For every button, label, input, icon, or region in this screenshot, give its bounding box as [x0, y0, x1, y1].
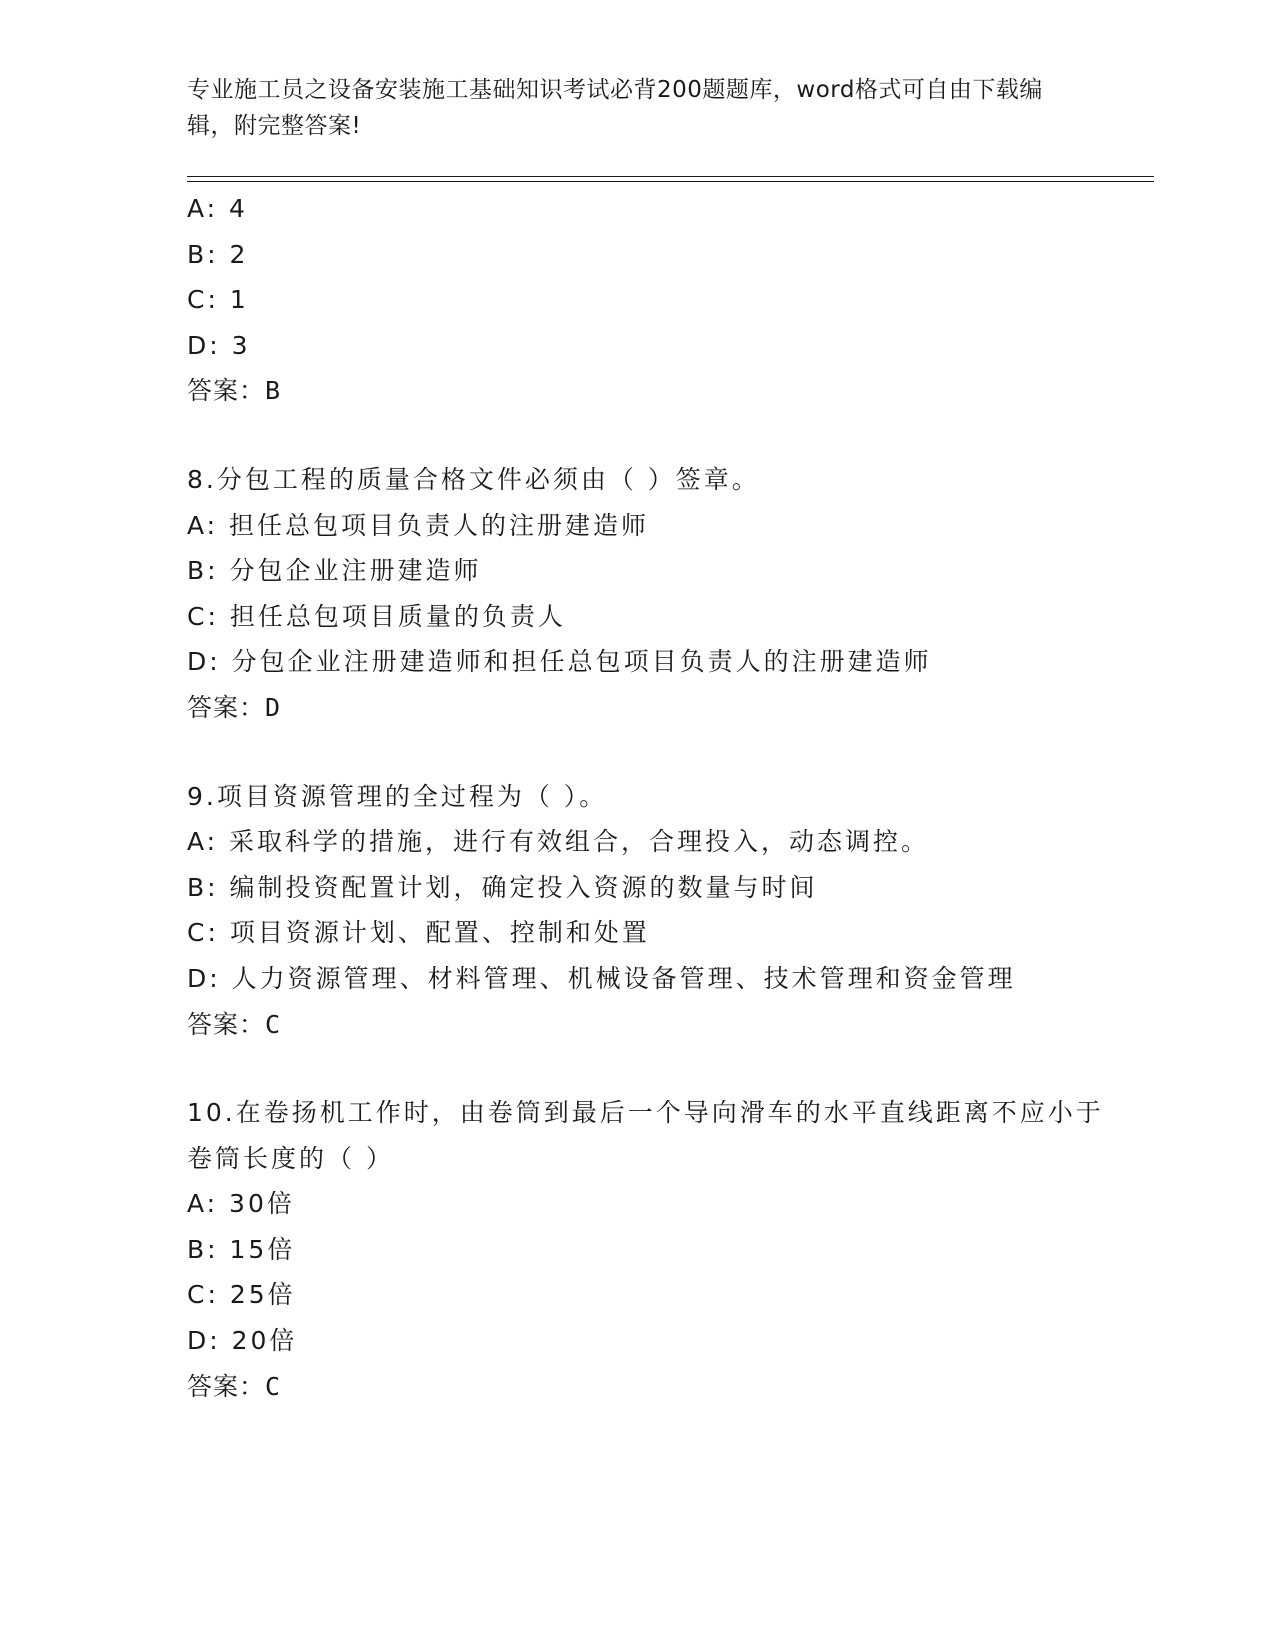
question-list: [187, 186, 1127, 1409]
header-rule-top: [187, 176, 1154, 177]
option-a: A: 采取科学的措施，进行有效组合，合理投入，动态调控。: [187, 827, 930, 857]
question-8: [187, 457, 1127, 731]
answer-label: 答案：: [187, 1009, 266, 1039]
option-a: A: 担任总包项目负责人的注册建造师: [187, 510, 650, 540]
answer-label: 答案：: [187, 692, 266, 722]
option-d: D: 人力资源管理、材料管理、机械设备管理、技术管理和资金管理: [187, 963, 1016, 993]
option-b: B: 15倍: [187, 1234, 296, 1264]
answer-line: [187, 368, 1127, 414]
answer-line: [187, 685, 1127, 731]
option-a: A: 30倍: [187, 1189, 295, 1219]
document-header: 专业施工员之设备安装施工基础知识考试必背200题题库，word格式可自由下载编辑，附完整答案!: [187, 77, 1043, 139]
option-d: D: 20倍: [187, 1326, 298, 1356]
answer-key: C: [265, 1009, 282, 1039]
question-stem: 10.在卷扬机工作时，由卷筒到最后一个导向滑车的水平直线距离不应小于卷筒长度的（ ）: [187, 1098, 1104, 1173]
answer-line: [187, 1002, 1127, 1048]
question-stem: 8.分包工程的质量合格文件必须由（ ）签章。: [187, 464, 760, 494]
option-c: C: 25倍: [187, 1280, 296, 1310]
option-c: C: 担任总包项目质量的负责人: [187, 601, 566, 631]
option-b: B: 编制投资配置计划，确定投入资源的数量与时间: [187, 872, 818, 902]
question-stem: 9.项目资源管理的全过程为（ ）。: [187, 781, 608, 811]
header-rule-bottom: [187, 181, 1154, 182]
option-c: C: 项目资源计划、配置、控制和处置: [187, 918, 650, 948]
question-9: [187, 774, 1127, 1048]
option-d: D: 3: [187, 330, 251, 360]
answer-key: B: [265, 376, 282, 406]
answer-label: 答案：: [187, 1371, 266, 1401]
answer-line: [187, 1364, 1127, 1410]
answer-key: D: [265, 692, 282, 722]
partial-question: [187, 186, 1127, 414]
option-d: D: 分包企业注册建造师和担任总包项目负责人的注册建造师: [187, 647, 932, 677]
option-b: B: 分包企业注册建造师: [187, 556, 482, 586]
option-a: A: 4: [187, 194, 248, 223]
option-c: C: 1: [187, 285, 249, 315]
question-10: [187, 1090, 1127, 1409]
answer-key: C: [265, 1371, 282, 1401]
option-b: B: 2: [187, 239, 249, 269]
answer-label: 答案：: [187, 376, 266, 406]
